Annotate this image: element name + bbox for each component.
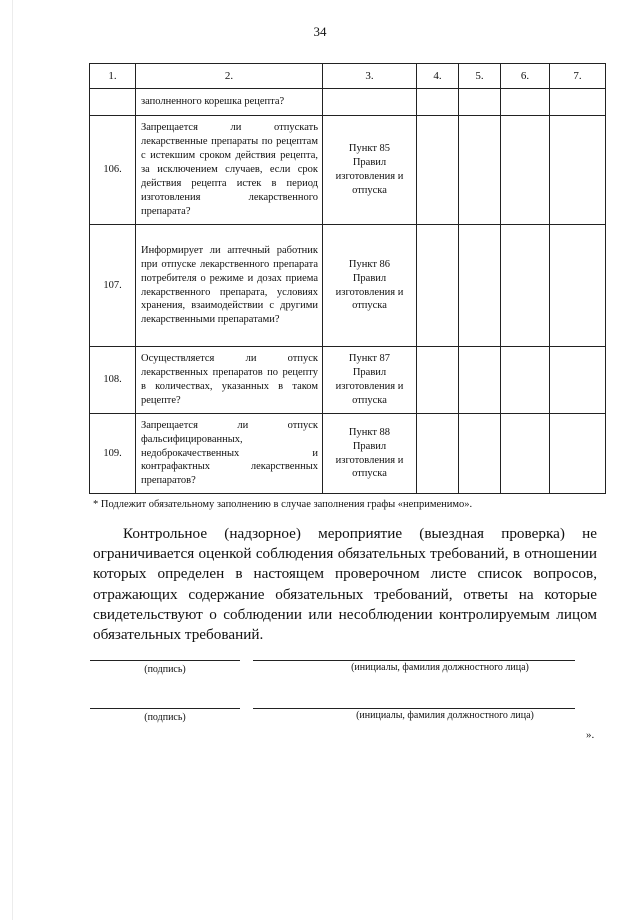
- reference-line: отпуска: [352, 300, 387, 312]
- reference-line: Пункт 87: [348, 353, 391, 365]
- page-number: 34: [313, 24, 327, 39]
- reference-line: Пункт 88: [348, 426, 391, 438]
- table-row: [90, 414, 606, 494]
- answer-cell[interactable]: [501, 225, 550, 347]
- signature-line[interactable]: [90, 708, 240, 709]
- answer-cell[interactable]: [550, 225, 606, 347]
- reference-line: Пункт 86: [348, 258, 391, 270]
- reference-line: изготовления и: [335, 454, 404, 466]
- header-col-4: 4.: [417, 64, 459, 89]
- reference-cell: [323, 347, 417, 414]
- signature-caption: (подпись): [144, 712, 186, 723]
- answer-cell[interactable]: [459, 116, 501, 225]
- reference-line: отпуска: [352, 468, 387, 480]
- answer-cell[interactable]: [417, 414, 459, 494]
- row-number: 106.: [90, 116, 136, 225]
- answer-cell[interactable]: [501, 347, 550, 414]
- question-text: Осуществляется ли отпуск лекарственных препаратов по рецепту в количествах, указанных в таком рецепте?: [136, 347, 323, 414]
- official-name-line[interactable]: [253, 660, 575, 661]
- answer-cell[interactable]: [417, 347, 459, 414]
- reference-cell: [323, 116, 417, 225]
- reference-line: изготовления и: [335, 286, 404, 298]
- answer-cell[interactable]: [550, 89, 606, 116]
- answer-cell[interactable]: [550, 414, 606, 494]
- reference-line: изготовления и: [335, 171, 404, 182]
- scan-edge: [12, 0, 13, 920]
- official-name-line[interactable]: [253, 708, 575, 709]
- answer-cell[interactable]: [417, 225, 459, 347]
- answer-cell[interactable]: [550, 116, 606, 225]
- table-row: [90, 347, 606, 414]
- row-number: 108.: [90, 347, 136, 414]
- answer-cell[interactable]: [459, 225, 501, 347]
- answer-cell[interactable]: [550, 347, 606, 414]
- answer-cell[interactable]: [417, 116, 459, 225]
- checklist-table: [89, 63, 606, 494]
- question-text: заполненного корешка рецепта?: [136, 89, 323, 116]
- reference-line: Правил: [352, 440, 387, 452]
- header-col-1: 1.: [90, 64, 136, 89]
- question-text: Запрещается ли отпускать лекарственные препараты по рецептам с истекшим сроком действия рецепта, за исключением случаев, если срок действия рецепта истек в период изготовления лекарственного препарата?: [136, 116, 323, 225]
- answer-cell[interactable]: [417, 89, 459, 116]
- answer-cell[interactable]: [459, 414, 501, 494]
- header-col-5: 5.: [459, 64, 501, 89]
- answer-cell[interactable]: [501, 89, 550, 116]
- footnote: * Подлежит обязательному заполнению в случае заполнения графы «неприменимо».: [93, 499, 473, 510]
- reference-line: Правил: [352, 367, 387, 379]
- signature-caption: (подпись): [144, 664, 186, 675]
- row-number: [90, 89, 136, 116]
- header-col-7: 7.: [550, 64, 606, 89]
- answer-cell[interactable]: [459, 347, 501, 414]
- conclusion-paragraph: Контрольное (надзорное) мероприятие (выездная проверка) не ограничивается оценкой соблюдения обязательных требований, в отношении которых определен в настоящем проверочном листе список вопросов, отражающих содержание обязательных требований, ответы на которые свидетельствуют о соблюдении или несоблюдении контролируемым лицом обязательных требований.: [93, 525, 597, 644]
- closing-quote-mark: ».: [586, 729, 595, 741]
- header-col-6: 6.: [501, 64, 550, 89]
- table-header-row: [90, 64, 606, 89]
- question-text: Запрещается ли отпуск фальсифицированных, недоброкачественных и контрафактных лекарственных препаратов?: [136, 414, 323, 494]
- reference-cell: [323, 89, 417, 116]
- reference-line: Правил: [352, 157, 387, 169]
- answer-cell[interactable]: [459, 89, 501, 116]
- reference-cell: [323, 414, 417, 494]
- header-col-3: 3.: [323, 64, 417, 89]
- row-number: 107.: [90, 225, 136, 347]
- question-text: Информирует ли аптечный работник при отпуске лекарственного препарата потребителя о режиме и дозах приема лекарственного препарата, условиях хранения, взаимодействии с другими лекарственными препаратами?: [136, 225, 323, 347]
- reference-line: Правил: [352, 272, 387, 284]
- reference-line: отпуска: [352, 184, 387, 196]
- reference-line: изготовления и: [335, 381, 404, 392]
- reference-cell: [323, 225, 417, 347]
- official-name-caption: (инициалы, фамилия должностного лица): [351, 662, 529, 673]
- signature-line[interactable]: [90, 660, 240, 661]
- answer-cell[interactable]: [501, 116, 550, 225]
- row-number: 109.: [90, 414, 136, 494]
- reference-line: Пункт 85: [348, 143, 391, 155]
- answer-cell[interactable]: [501, 414, 550, 494]
- official-name-caption: (инициалы, фамилия должностного лица): [356, 710, 534, 721]
- table-row: [90, 225, 606, 347]
- table-row: [90, 89, 606, 116]
- reference-line: отпуска: [352, 394, 387, 406]
- header-col-2: 2.: [136, 64, 323, 89]
- table-row: [90, 116, 606, 225]
